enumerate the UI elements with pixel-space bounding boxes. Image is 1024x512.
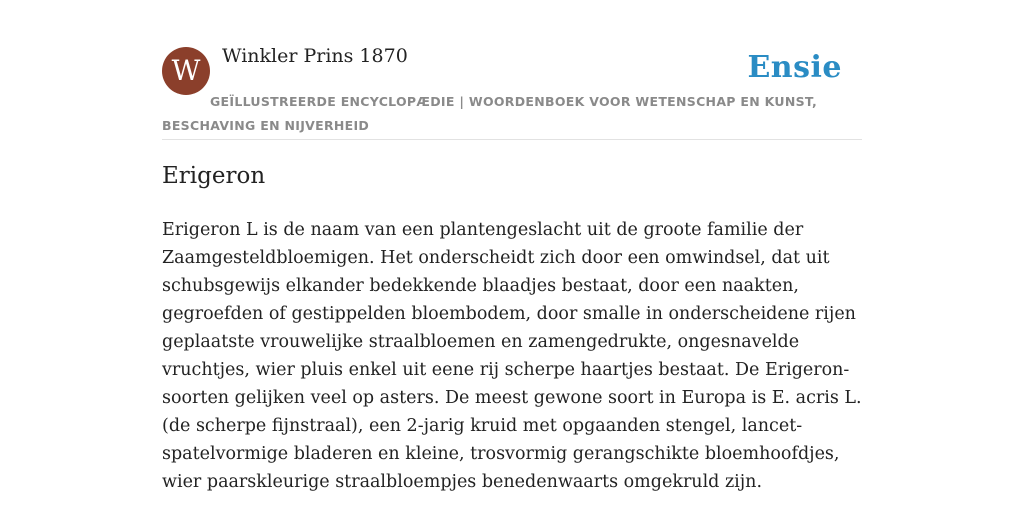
source-title[interactable]: Winkler Prins 1870 bbox=[222, 45, 408, 67]
source-avatar[interactable]: W bbox=[162, 47, 210, 95]
entry-body: Erigeron L is de naam van een plantengeslacht uit de groote familie der Zaamgesteldbloemigen. Het onderscheidt zich door een omwindsel, dat uit schubsgewijs elkander bedekkende blaadjes bestaat, door een naakten, gegroefden of gestippelden bloembodem, door smalle in onderscheidene rijen geplaatste vrouwelijke straalbloemen en zamengedrukte, ongesnavelde vruchtjes, wier pluis enkel uit eene rij scherpe haartjes bestaat. De Erigeron-soorten gelijken veel op asters. De meest gewone soort in Europa is E. acris L. (de scherpe fijnstraal), een 2-jarig kruid met opgaanden stengel, lancet-spatelvormige bladeren en kleine, trosvormig gerangschikte bloemhoofdjes, wier paarskleurige straalbloempjes benedenwaarts omgekruld zijn. bbox=[162, 220, 862, 492]
page bbox=[162, 0, 862, 492]
entry-title: Erigeron bbox=[162, 163, 266, 189]
source-subtitle: GEÏLLUSTREERDE ENCYCLOPÆDIE | WOORDENBOEK VOOR WETENSCHAP EN KUNST, BESCHAVING EN NIJVERHEID bbox=[162, 94, 818, 133]
brand-logo[interactable]: Ensie bbox=[747, 50, 842, 85]
source-header bbox=[162, 0, 862, 140]
